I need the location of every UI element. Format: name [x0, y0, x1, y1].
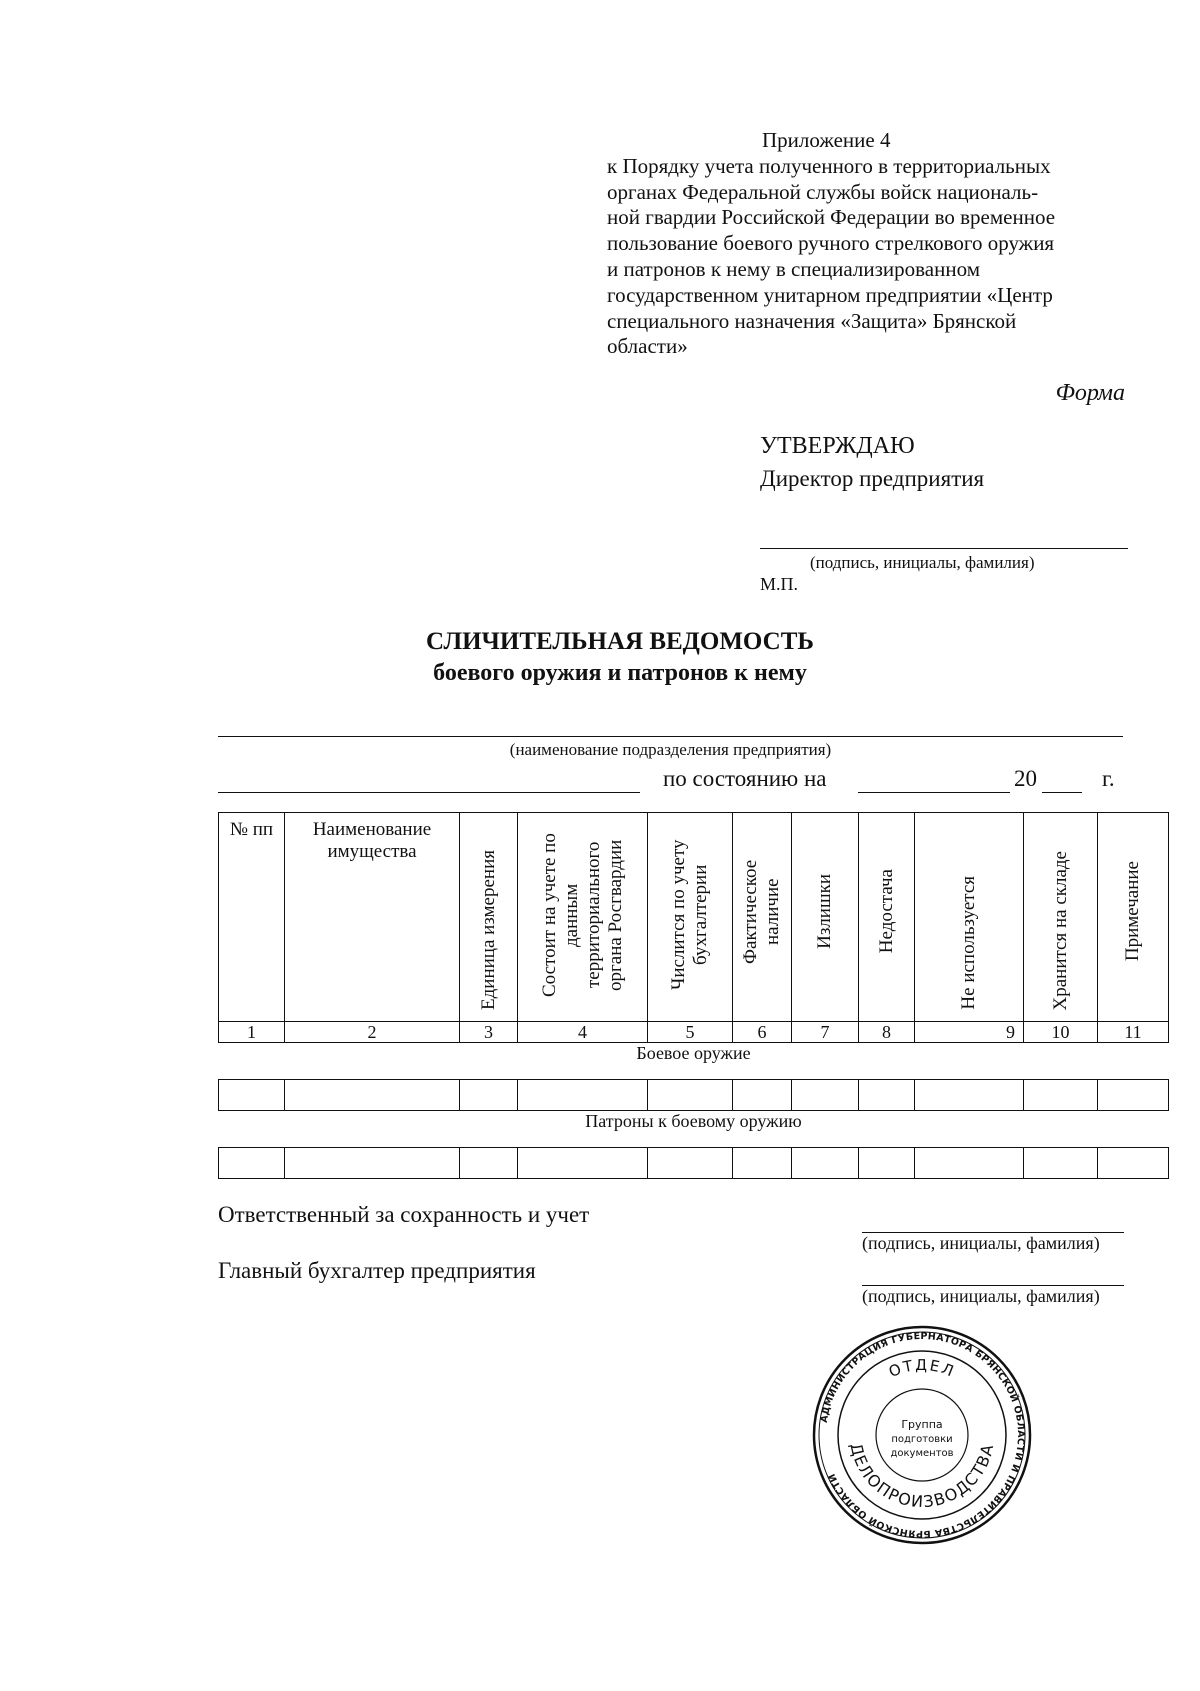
- stamp-center-line: подготовки: [891, 1434, 953, 1445]
- header-number: № пп: [219, 813, 285, 1022]
- document-subtitle: боевого оружия и патронов к нему: [433, 660, 807, 686]
- year-line: [1042, 792, 1082, 793]
- year-suffix: г.: [1102, 766, 1115, 791]
- header-actual: Фактическое наличие: [740, 859, 783, 964]
- table-row: [219, 1148, 1169, 1179]
- header-accounting-records: Числится по учету бухгалтерии: [668, 839, 711, 991]
- column-number: 6: [733, 1022, 792, 1043]
- annex-line: ной гвардии Российской Федерации во временное: [607, 205, 1056, 230]
- stamp-center-line: Группа: [901, 1418, 943, 1431]
- reconciliation-table: [218, 812, 1169, 1179]
- chief-accountant-signature-caption: (подпись, инициалы, фамилия): [862, 1286, 1100, 1306]
- annex-line: государственном унитарном предприятии «Центр: [607, 282, 1053, 307]
- column-number: 2: [285, 1022, 460, 1043]
- director-signature-caption: (подпись, инициалы, фамилия): [810, 553, 1035, 572]
- header-rosgvardia-records: Состоит на учете по данным территориального органа Росгвардии: [538, 833, 626, 997]
- column-number: 10: [1024, 1022, 1098, 1043]
- header-surplus: Излишки: [814, 874, 835, 949]
- stamp-outer-text: АДМИНИСТРАЦИЯ ГУБЕРНАТОРА БРЯНСКОЙ ОБЛАСТИ И ПРАВИТЕЛЬСТВА БРЯНСКОЙ ОБЛАСТИ: [818, 1330, 1027, 1540]
- column-number: 8: [859, 1022, 915, 1043]
- table-row: [219, 1080, 1169, 1111]
- approver-position: Директор предприятия: [760, 466, 985, 491]
- approve-heading: УТВЕРЖДАЮ: [760, 433, 915, 459]
- seal-place: М.П.: [760, 574, 799, 594]
- stamp-top-text: ОТДЕЛ: [886, 1355, 958, 1382]
- header-note: Примечание: [1122, 861, 1143, 962]
- subdivision-line-2: [218, 792, 640, 793]
- date-line: [858, 792, 1010, 793]
- chief-accountant-label: Главный бухгалтер предприятия: [218, 1258, 536, 1283]
- annex-line: специального назначения «Защита» Брянской: [607, 308, 1017, 333]
- document-title: СЛИЧИТЕЛЬНАЯ ВЕДОМОСТЬ: [426, 628, 814, 655]
- section-weapons: Боевое оружие: [219, 1043, 1169, 1080]
- header-not-used: Не используется: [958, 876, 979, 1010]
- column-number: 3: [460, 1022, 518, 1043]
- header-in-storage: Хранится на складе: [1049, 850, 1071, 1010]
- official-stamp: [812, 1325, 1032, 1545]
- responsible-signature-caption: (подпись, инициалы, фамилия): [862, 1233, 1100, 1253]
- header-unit: Единица измерения: [477, 850, 499, 1010]
- column-number: 7: [792, 1022, 859, 1043]
- column-number: 11: [1098, 1022, 1169, 1043]
- subdivision-line: [218, 736, 1123, 737]
- as-of-label: по состоянию на: [663, 766, 827, 791]
- annex-block: [607, 128, 1127, 360]
- header-shortage: Недостача: [875, 869, 897, 954]
- stamp-bottom-text: ДЕЛОПРОИЗВОДСТВА: [846, 1441, 998, 1512]
- stamp-center-line: документов: [890, 1448, 954, 1459]
- header-item-name: Наименование имущества: [285, 813, 460, 1022]
- annex-line: органах Федеральной службы войск националь-: [607, 179, 1039, 204]
- section-cartridges: Патроны к боевому оружию: [219, 1111, 1169, 1148]
- form-label: Форма: [1055, 380, 1125, 406]
- annex-line: и патронов к нему в специализированном: [607, 256, 980, 281]
- column-number: 9: [915, 1022, 1024, 1043]
- column-number: 4: [518, 1022, 648, 1043]
- annex-line: пользование боевого ручного стрелкового оружия: [607, 231, 1055, 256]
- annex-line: области»: [607, 334, 688, 359]
- column-number: 1: [219, 1022, 285, 1043]
- column-number: 5: [648, 1022, 733, 1043]
- responsible-label: Ответственный за сохранность и учет: [218, 1202, 590, 1227]
- annex-line: к Порядку учета полученного в территориальных: [607, 153, 1051, 178]
- annex-heading: Приложение 4: [762, 128, 891, 152]
- subdivision-caption: (наименование подразделения предприятия): [509, 740, 832, 759]
- year-prefix: 20: [1014, 766, 1037, 791]
- svg-text:ОТДЕЛ: [886, 1356, 958, 1381]
- director-signature-line: [760, 548, 1128, 549]
